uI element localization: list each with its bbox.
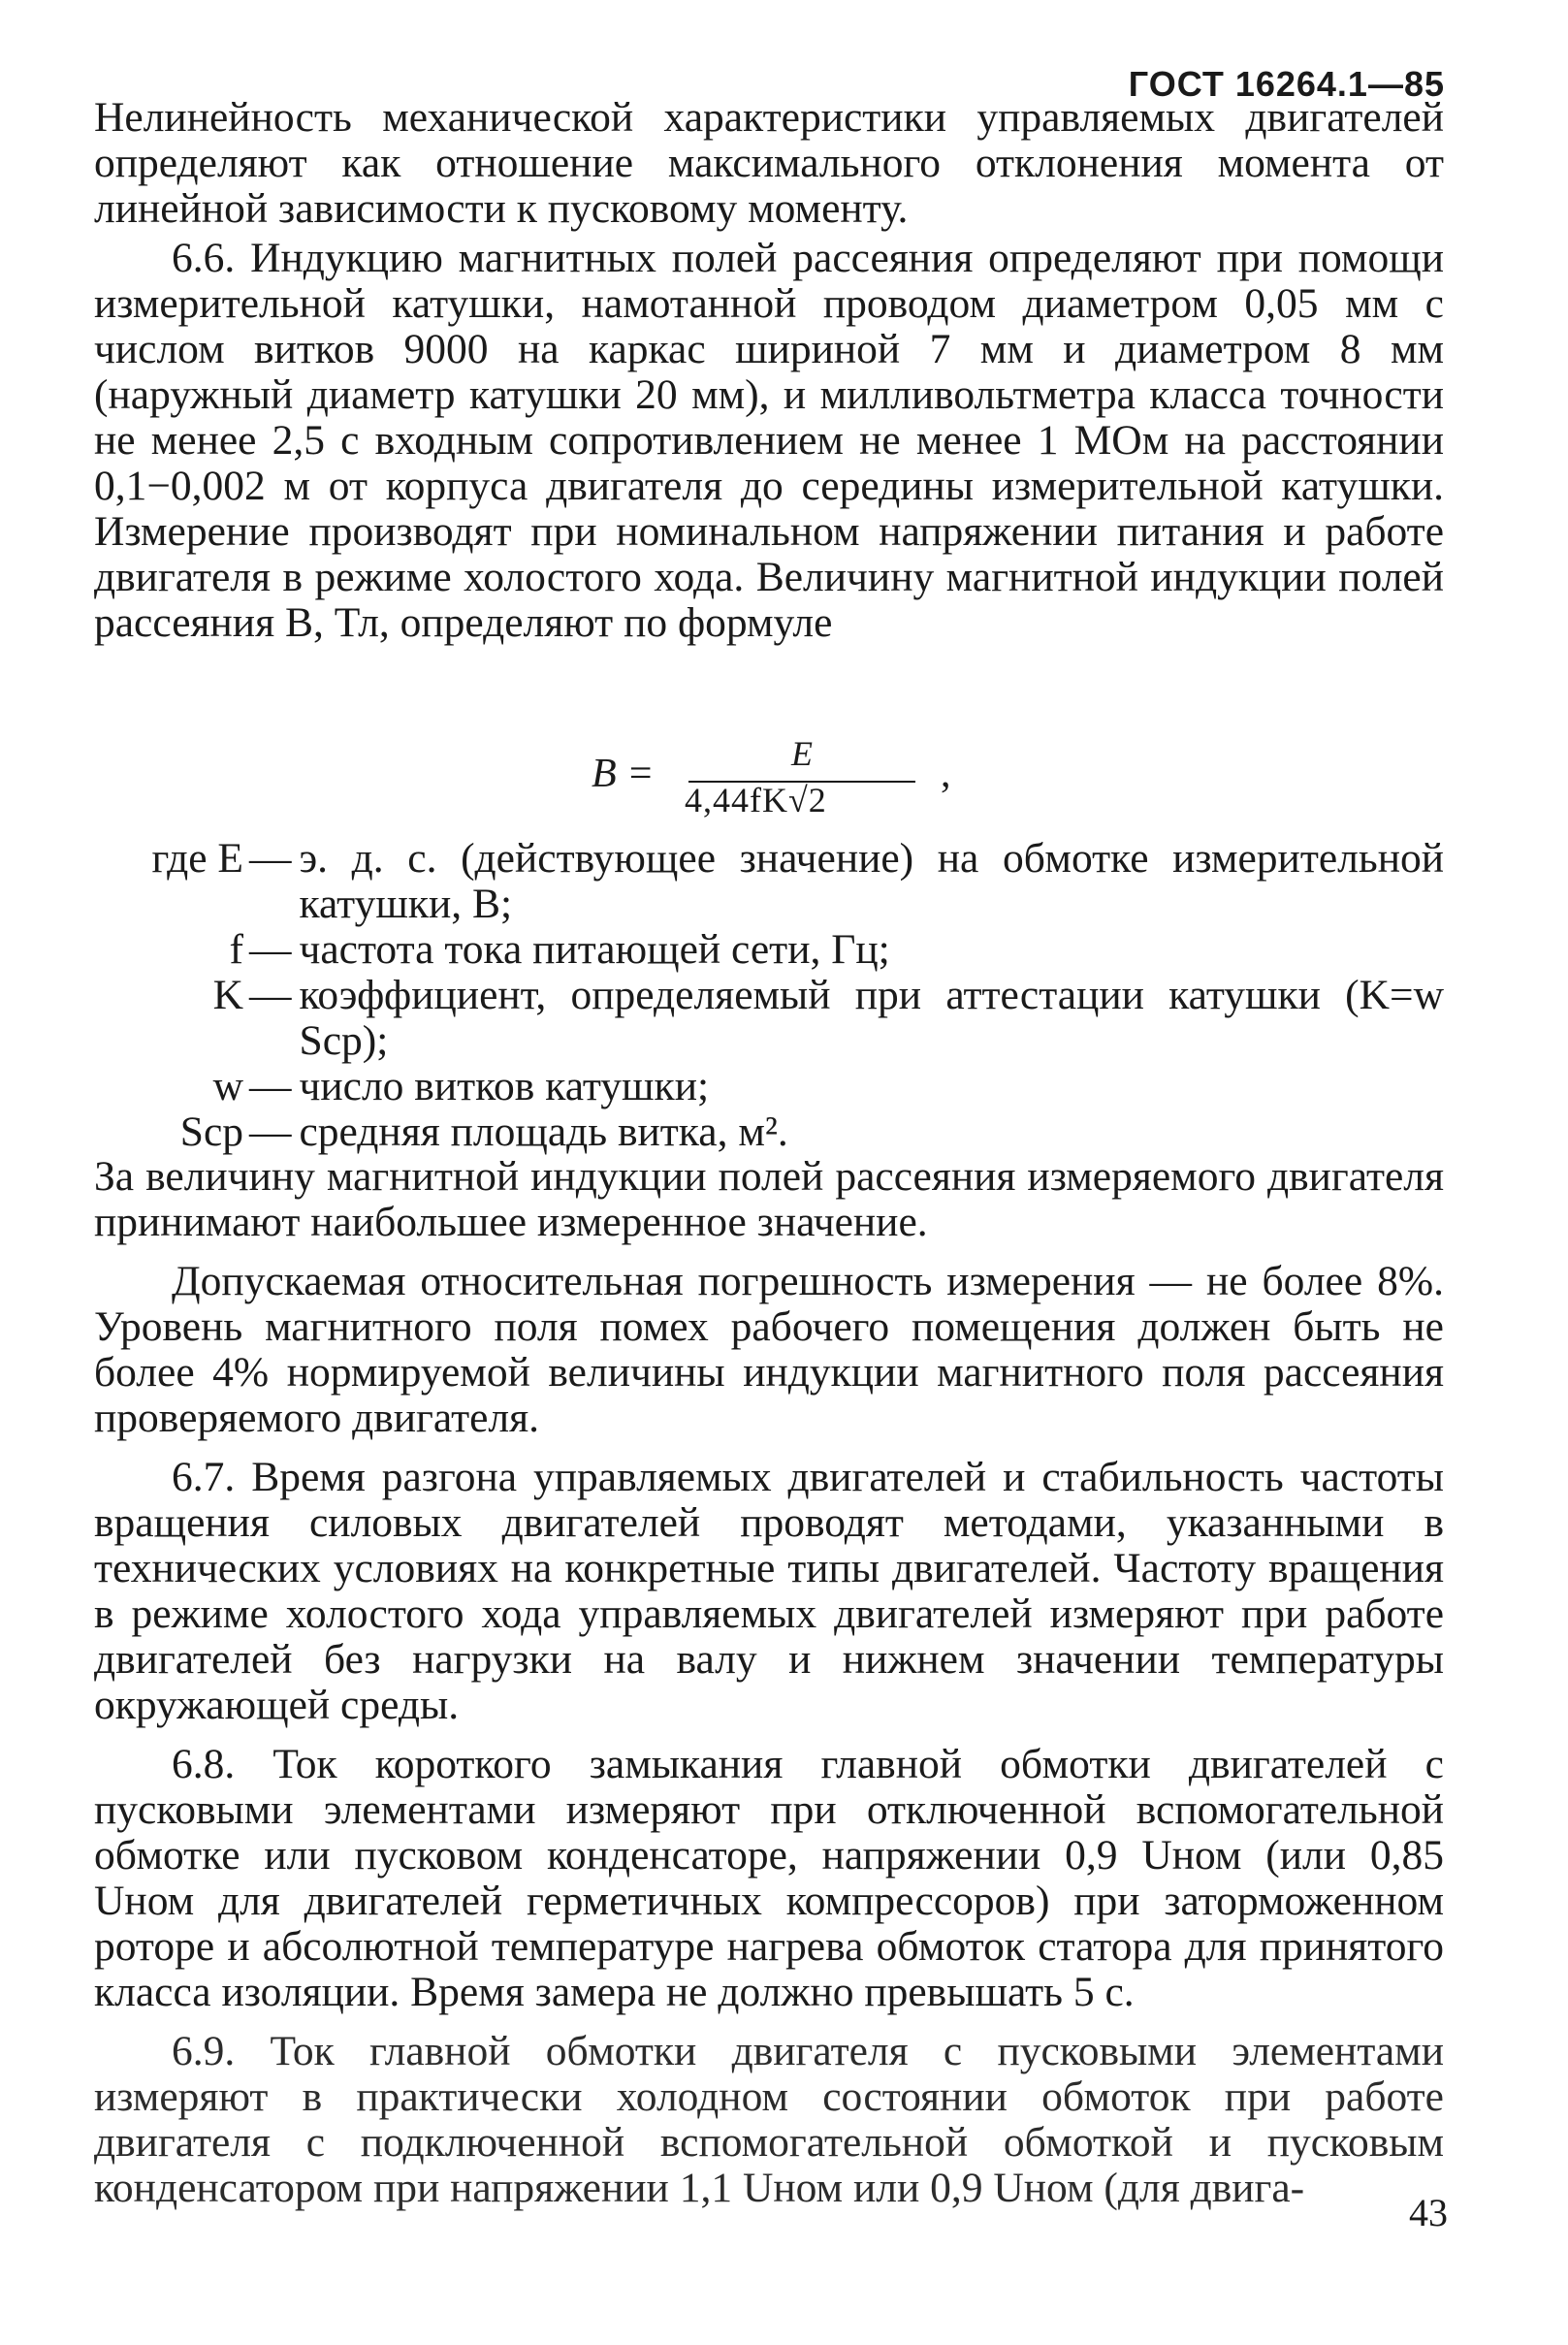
text-block-top [94, 95, 1444, 646]
definition-item [94, 836, 1444, 927]
formula-definitions [94, 836, 1444, 1155]
formula-trailing-comma: , [941, 752, 951, 796]
definition-symbol: Sср [179, 1108, 243, 1155]
definition-text: частота тока питающей сети, Гц; [299, 926, 890, 973]
definition-symbol: где E [151, 835, 243, 882]
definition-text: э. д. с. (действующее значение) на обмотке измерительной катушки, В; [299, 835, 1444, 927]
definition-symbol: f [229, 926, 243, 973]
page-number: 43 [1409, 2191, 1448, 2234]
paragraph-max-value: За величину магнитной индукции полей рассеяния измеряемого двигателя принимают наибольшее измеренное значение. [94, 1153, 1444, 1245]
formula-numerator: E [791, 734, 813, 773]
definition-text: число витков катушки; [299, 1063, 710, 1109]
paragraph-6-7: 6.7. Время разгона управляемых двигателей и стабильность частоты вращения силовых двигателей проводят методами, указанными в технических условиях на конкретные типы двигателей. Частоту вращения в режиме холостого хода управляемых двигателей измеряют при работе двигателей без нагрузки на валу и нижнем значении температуры окружающей среды. [94, 1454, 1444, 1728]
text-block-bottom [94, 1154, 1444, 2211]
definition-dash: — [249, 835, 292, 882]
formula-denominator: 4,44fK√2 [685, 781, 827, 819]
paragraph-6-6: 6.6. Индукцию магнитных полей рассеяния определяют при помощи измерительной катушки, намотанной проводом диаметром 0,05 мм с числом витков 9000 на каркас шириной 7 мм и диаметром 8 мм (наружный диаметр катушки 20 мм), и милливольтметра класса точности не менее 2,5 с входным сопротивлением не менее 1 МОм на расстоянии 0,1−0,002 м от корпуса двигателя до середины измерительной катушки. Измерение производят при номинальном напряжении питания и работе двигателя в режиме холостого хода. Величину магнитной индукции полей рассеяния B, Тл, определяют по формуле [94, 235, 1444, 646]
definition-dash: — [249, 1108, 292, 1155]
paragraph-nonlinearity: Нелинейность механической характеристики управляемых двигателей определяют как отношение максимального отклонения момента от линейной зависимости к пусковому моменту. [94, 94, 1444, 232]
definition-text: средняя площадь витка, м². [299, 1108, 788, 1155]
definition-symbol: w [212, 1063, 243, 1109]
document-standard-number: ГОСТ 16264.1—85 [1128, 64, 1445, 104]
definition-dash: — [249, 972, 292, 1018]
definition-item [94, 927, 1444, 973]
formula-lhs: B = [592, 752, 655, 796]
definition-item [94, 973, 1444, 1064]
definition-text: коэффициент, определяемый при аттестации катушки (K=w Sср); [299, 972, 1444, 1064]
formula-magnetic-induction [592, 734, 999, 834]
definition-item [94, 1064, 1444, 1109]
definition-item [94, 1109, 1444, 1155]
paragraph-6-8: 6.8. Ток короткого замыкания главной обмотки двигателей с пусковыми элементами измеряют при отключенной вспомогательной обмотке или пусковом конденсаторе, напряжении 0,9 Uном (или 0,85 Uном для двигателей герметичных компрессоров) при заторможенном роторе и абсолютной температуре нагрева обмоток статора для принятого класса изоляции. Время замера не должно превышать 5 с. [94, 1741, 1444, 2015]
definition-dash: — [249, 926, 292, 973]
definition-symbol: K [212, 972, 243, 1018]
paragraph-6-9: 6.9. Ток главной обмотки двигателя с пусковыми элементами измеряют в практически холодном состоянии обмоток при работе двигателя с подключенной вспомогательной обмоткой и пусковым конденсатором при напряжении 1,1 Uном или 0,9 Uном (для двига- [94, 2028, 1444, 2211]
definition-dash: — [249, 1063, 292, 1109]
paragraph-tolerance: Допускаемая относительная погрешность измерения — не более 8%. Уровень магнитного поля помех рабочего помещения должен быть не более 4% нормируемой величины индукции магнитного поля рассеяния проверяемого двигателя. [94, 1258, 1444, 1441]
